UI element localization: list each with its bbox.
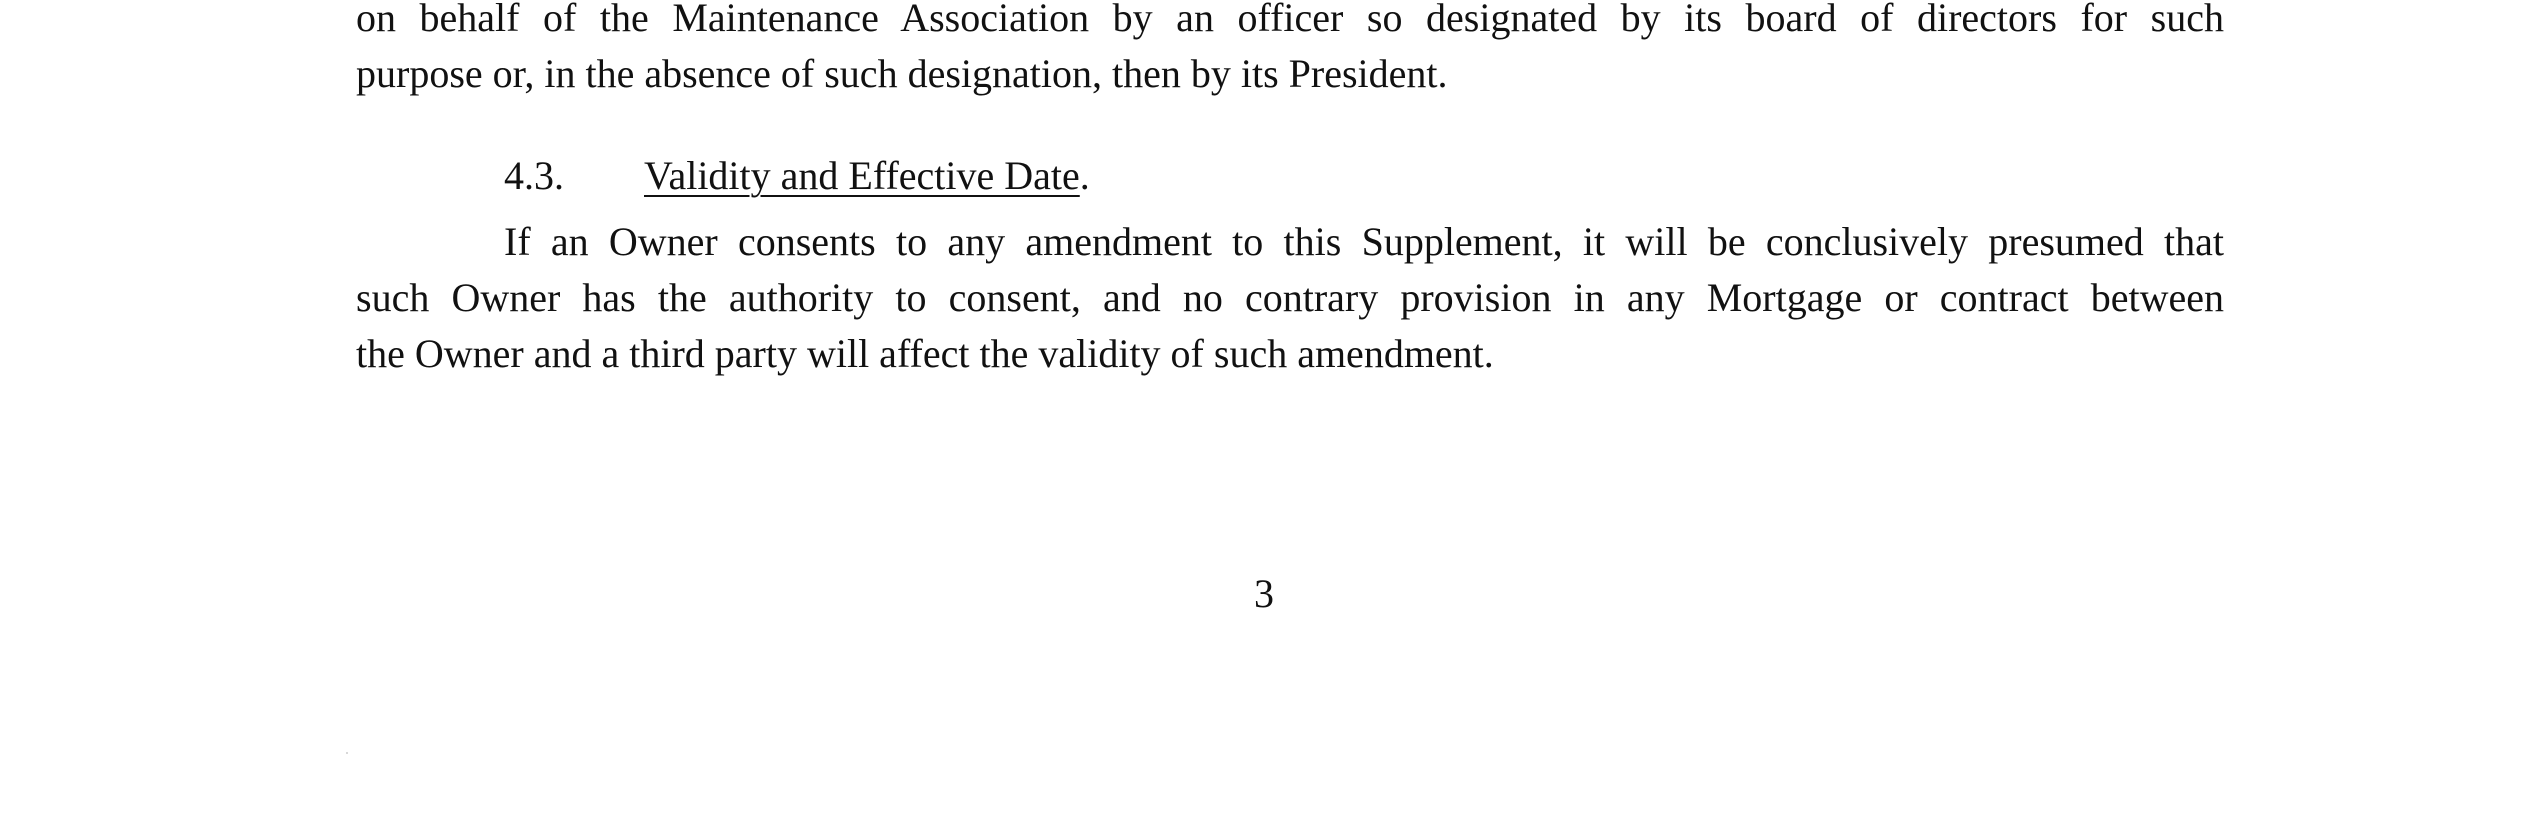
paragraph-line: such Owner has the authority to consent, and no contrary provision in any Mortgage or contract between [356,275,2224,320]
scan-speck [346,752,348,754]
paragraph-line: purpose or, in the absence of such designation, then by its President. [356,51,1448,96]
paragraph-authority [356,0,2224,102]
section-title-period: . [1079,153,1090,198]
page-number: 3 [1254,571,1274,616]
paragraph-validity [356,214,2224,382]
section-number: 4.3. [504,153,564,198]
paragraph-line: the Owner and a third party will affect the validity of such amendment. [356,331,1494,376]
section-title: Validity and Effective Date [644,153,1080,198]
paragraph-line: If an Owner consents to any amendment to this Supplement, it will be conclusively presumed that [504,219,2224,264]
section-heading [504,148,1090,204]
paragraph-line: on behalf of the Maintenance Association by an officer so designated by its board of directors for such [356,0,2224,40]
